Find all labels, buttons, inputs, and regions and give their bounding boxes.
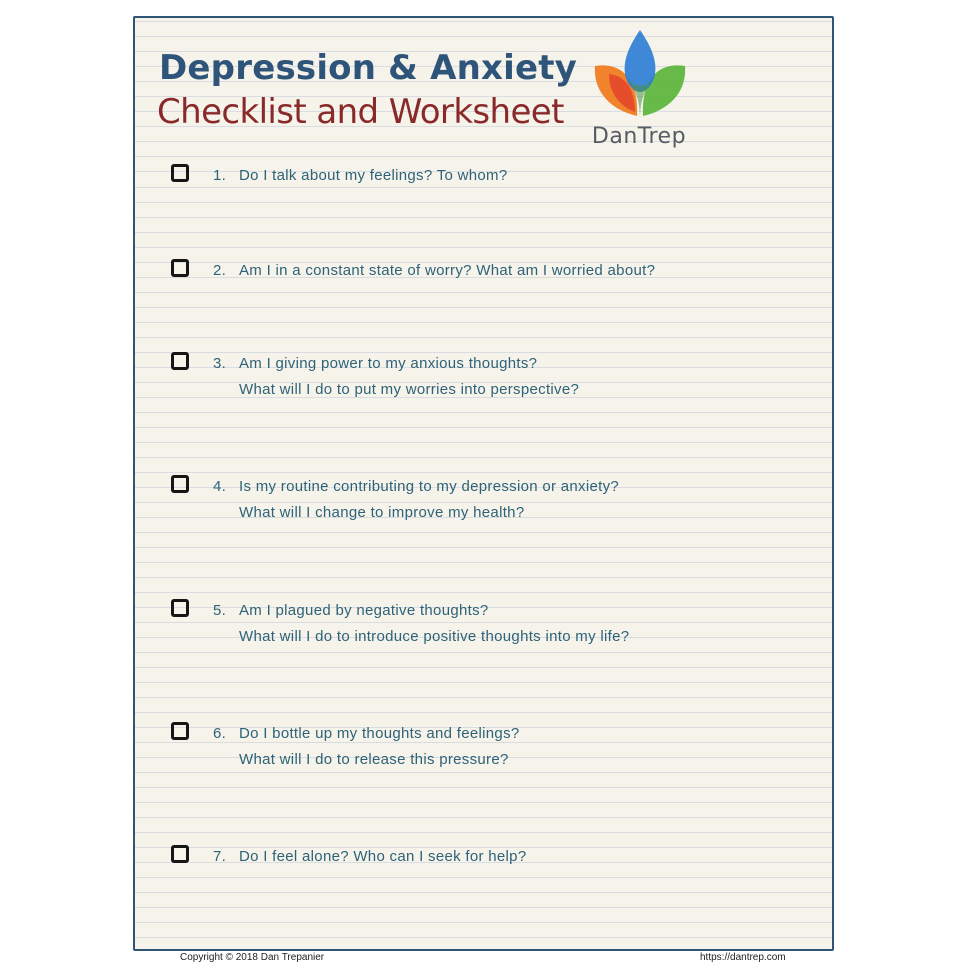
question-6-text (213, 721, 520, 773)
question-7-text (213, 844, 526, 870)
question-line-1: Am I in a constant state of worry? What am I worried about? (239, 262, 656, 279)
question-number: 7. (213, 848, 227, 865)
checkbox-5[interactable] (171, 599, 189, 617)
question-number: 5. (213, 602, 227, 619)
question-line-1: Am I giving power to my anxious thoughts? (239, 355, 538, 372)
question-1-text (213, 163, 507, 189)
copyright-text: Copyright © 2018 Dan Trepanier (180, 952, 325, 963)
checkbox-1[interactable] (171, 164, 189, 182)
question-line-2: What will I do to put my worries into perspective? (239, 381, 580, 398)
checkbox-2[interactable] (171, 259, 189, 277)
question-line-2: What will I change to improve my health? (239, 504, 525, 521)
question-line-1: Do I feel alone? Who can I seek for help? (239, 848, 527, 865)
question-3-text (213, 351, 579, 403)
question-5-text (213, 598, 629, 650)
question-line-1: Am I plagued by negative thoughts? (239, 602, 489, 619)
website-url[interactable]: https://dantrep.com (700, 952, 786, 963)
dantrep-logo (589, 28, 689, 164)
question-line-1: Do I bottle up my thoughts and feelings? (239, 725, 520, 742)
question-number: 1. (213, 167, 227, 184)
question-number: 4. (213, 478, 227, 495)
question-line-2: What will I do to introduce positive thoughts into my life? (239, 628, 630, 645)
title-line-2: Checklist and Worksheet (157, 92, 564, 132)
worksheet-page (133, 16, 834, 951)
checkbox-4[interactable] (171, 475, 189, 493)
question-line-1: Do I talk about my feelings? To whom? (239, 167, 508, 184)
title-line-1: Depression & Anxiety (159, 48, 578, 88)
leaf-lotus-logo-icon (589, 28, 689, 124)
checkbox-3[interactable] (171, 352, 189, 370)
question-number: 3. (213, 355, 227, 372)
question-2-text (213, 258, 655, 284)
question-line-2: What will I do to release this pressure? (239, 751, 509, 768)
question-line-1: Is my routine contributing to my depression or anxiety? (239, 478, 620, 495)
checkbox-6[interactable] (171, 722, 189, 740)
question-number: 2. (213, 262, 227, 279)
logo-text: DanTrep (591, 124, 687, 149)
question-number: 6. (213, 725, 227, 742)
question-4-text (213, 474, 619, 526)
checkbox-7[interactable] (171, 845, 189, 863)
